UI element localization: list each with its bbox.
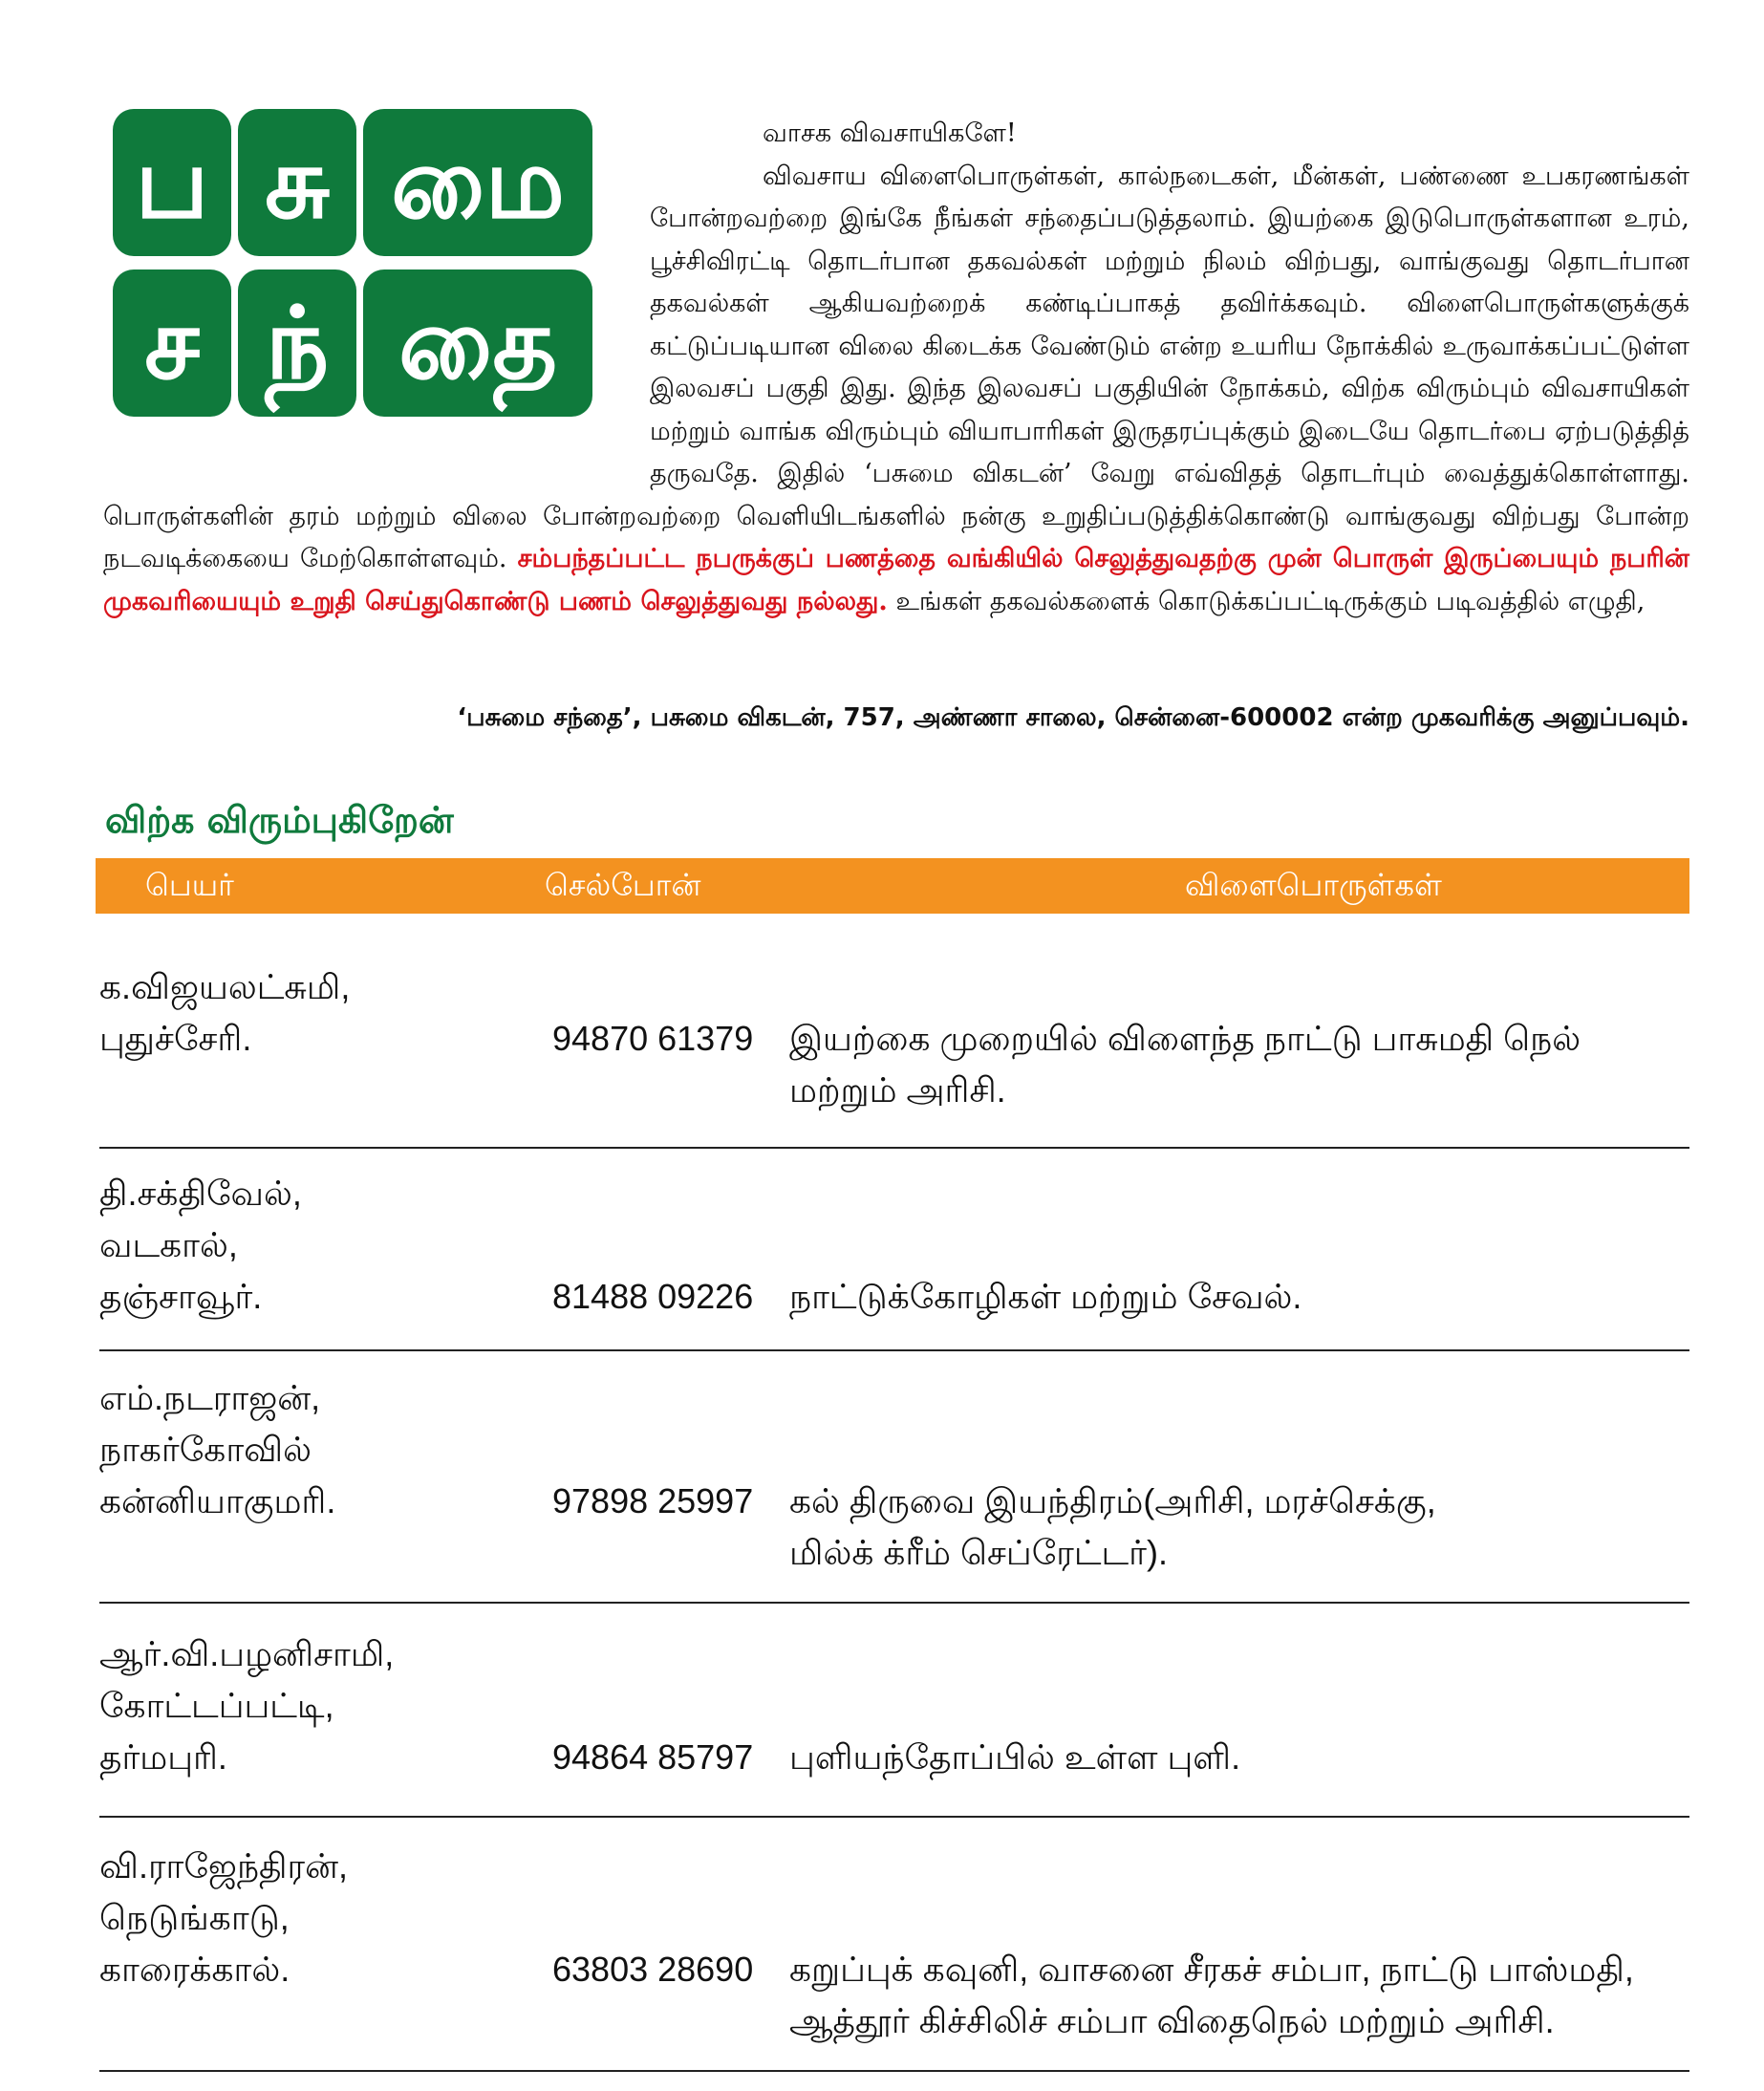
name-line: தி.சக்திவேல், — [99, 1174, 302, 1213]
seller-phone: 63803 28690 — [552, 1950, 754, 1989]
seller-phone: 94864 85797 — [552, 1737, 754, 1777]
column-header-products: விளைபொருள்கள் — [1185, 868, 1442, 902]
product-line: மற்றும் அரிசி. — [789, 1070, 1006, 1110]
name-line: காரைக்கால். — [99, 1950, 290, 1989]
product-line: மில்க் க்ரீம் செப்ரேட்டர்). — [789, 1533, 1168, 1572]
table-row — [99, 961, 1689, 1133]
intro-body-text: விவசாய விளைபொருள்கள், கால்நடைகள், மீன்கள், பண்ணை உபகரணங்கள் போன்றவற்றை இங்கே நீங்கள் சந்தைப்படுத்தலாம். இயற்கை இடுபொருள்களான உரம், பூச்சிவிரட்டி தொடர்பான தகவல்கள் மற்றும் நிலம் விற்பது, வாங்குவது தொடர்பான தகவல்கள் ஆகியவற்றைக் கண்டிப்பாகத் தவிர்க்கவும். விளைபொருள்களுக்குக் கட்டுப்படியான விலை கிடைக்க வேண்டும் என்ற உயரிய நோக்கில் உருவாக்கப்பட்டுள்ள இலவசப் பகுதி இது. இந்த இலவசப் பகுதியின் நோக்கம், விற்க விரும்பும் விவசாயிகள் மற்றும் வாங்க விரும்பும் வியாபாரிகள் இருதரப்புக்கும் இடையே தொடர்பை ஏற்படுத்தித் தருவதே. இதில் ‘பசுமை விகடன்’ வேறு எவ்விதத் தொடர்பும் வைத்துக்கொள்ளாது. பொருள்களின் தரம் மற்றும் விலை போன்றவற்றை வெளியிடங்களில் நன்கு உறுதிப்படுத்திக்கொண்டு வாங்குவது விற்பது போன்ற நடவடிக்கையை மேற்கொள்ளவும். — [103, 161, 1689, 573]
name-line: ஆர்.வி.பழனிசாமி, — [99, 1634, 395, 1673]
logo-tile: சு — [238, 109, 356, 256]
column-header-name: பெயர் — [145, 868, 234, 902]
column-header-phone: செல்போன் — [545, 868, 701, 902]
product-line: ஆத்தூர் கிச்சிலிச் சம்பா விதைநெல் மற்றும் அரிசி. — [789, 2001, 1555, 2040]
logo-tile: ந் — [238, 269, 356, 417]
section-title: விற்க விரும்புகிறேன் — [105, 799, 454, 841]
logo-tile: தை — [363, 269, 592, 417]
postal-address: ‘பசுமை சந்தை’, பசுமை விகடன், 757, அண்ணா சாலை, சென்னை-600002 என்ற முகவரிக்கு அனுப்பவும். — [457, 703, 1689, 732]
row-divider — [99, 1349, 1689, 1351]
seller-phone: 81488 09226 — [552, 1277, 754, 1316]
row-divider — [99, 1147, 1689, 1149]
seller-name — [99, 1628, 558, 1783]
logo-spacer — [103, 113, 650, 484]
name-line: எம்.நடராஜன், — [99, 1378, 321, 1417]
name-line: தர்மபுரி. — [99, 1737, 227, 1777]
name-line: வடகால், — [99, 1225, 238, 1264]
intro-greeting: வாசக விவசாயிகளே! — [763, 119, 1017, 148]
row-divider — [99, 1816, 1689, 1818]
product-line: இயற்கை முறையில் விளைந்த நாட்டு பாசுமதி நெல் — [789, 1019, 1581, 1058]
table-row — [99, 1372, 1689, 1583]
intro-body-text-2: உங்கள் தகவல்களைக் கொடுக்கப்பட்டிருக்கும் படிவத்தில் எழுதி, — [895, 586, 1646, 616]
seller-products — [789, 1944, 1668, 2047]
intro-warning: சம்பந்தப்பட்ட நபருக்குப் பணத்தை வங்கியில் செலுத்துவதற்கு முன் பொருள் இருப்பையும் நபரின் முகவரியையும் உறுதி செய்துகொண்டு பணம் செலுத்துவது நல்லது. — [103, 544, 1689, 616]
table-row — [99, 1628, 1689, 1791]
seller-name — [99, 961, 558, 1065]
product-line: நாட்டுக்கோழிகள் மற்றும் சேவல். — [789, 1277, 1302, 1316]
name-line: க.விஜயலட்சுமி, — [99, 967, 351, 1006]
seller-name — [99, 1168, 558, 1323]
seller-name — [99, 1841, 558, 1995]
seller-phone: 94870 61379 — [552, 1019, 754, 1058]
seller-name — [99, 1372, 558, 1527]
row-divider — [99, 1602, 1689, 1604]
table-row — [99, 1841, 1689, 2051]
name-line: கோட்டப்பட்டி, — [99, 1686, 334, 1725]
seller-phone: 97898 25997 — [552, 1481, 754, 1520]
logo-tile: மை — [363, 109, 592, 256]
seller-products — [789, 1271, 1668, 1323]
name-line: தஞ்சாவூர். — [99, 1277, 263, 1316]
name-line: நெடுங்காடு, — [99, 1898, 290, 1937]
intro-text — [103, 113, 1689, 623]
product-line: புளியந்தோப்பில் உள்ள புளி. — [789, 1737, 1241, 1777]
seller-products — [789, 1476, 1668, 1579]
table-row — [99, 1168, 1689, 1330]
product-line: கறுப்புக் கவுனி, வாசனை சீரகச் சம்பா, நாட்டு பாஸ்மதி, — [789, 1950, 1634, 1989]
name-line: வி.ராஜேந்திரன், — [99, 1846, 349, 1886]
seller-products — [789, 1732, 1668, 1783]
product-line: கல் திருவை இயந்திரம்(அரிசி, மரச்செக்கு, — [789, 1481, 1436, 1520]
row-divider — [99, 2070, 1689, 2072]
table-header — [96, 858, 1689, 914]
name-line: நாகர்கோவில் — [99, 1430, 312, 1469]
name-line: கன்னியாகுமரி. — [99, 1481, 336, 1520]
seller-products — [789, 1013, 1668, 1116]
logo-tile: ச — [113, 269, 231, 417]
logo-tile: ப — [113, 109, 231, 256]
name-line: புதுச்சேரி. — [99, 1019, 252, 1058]
